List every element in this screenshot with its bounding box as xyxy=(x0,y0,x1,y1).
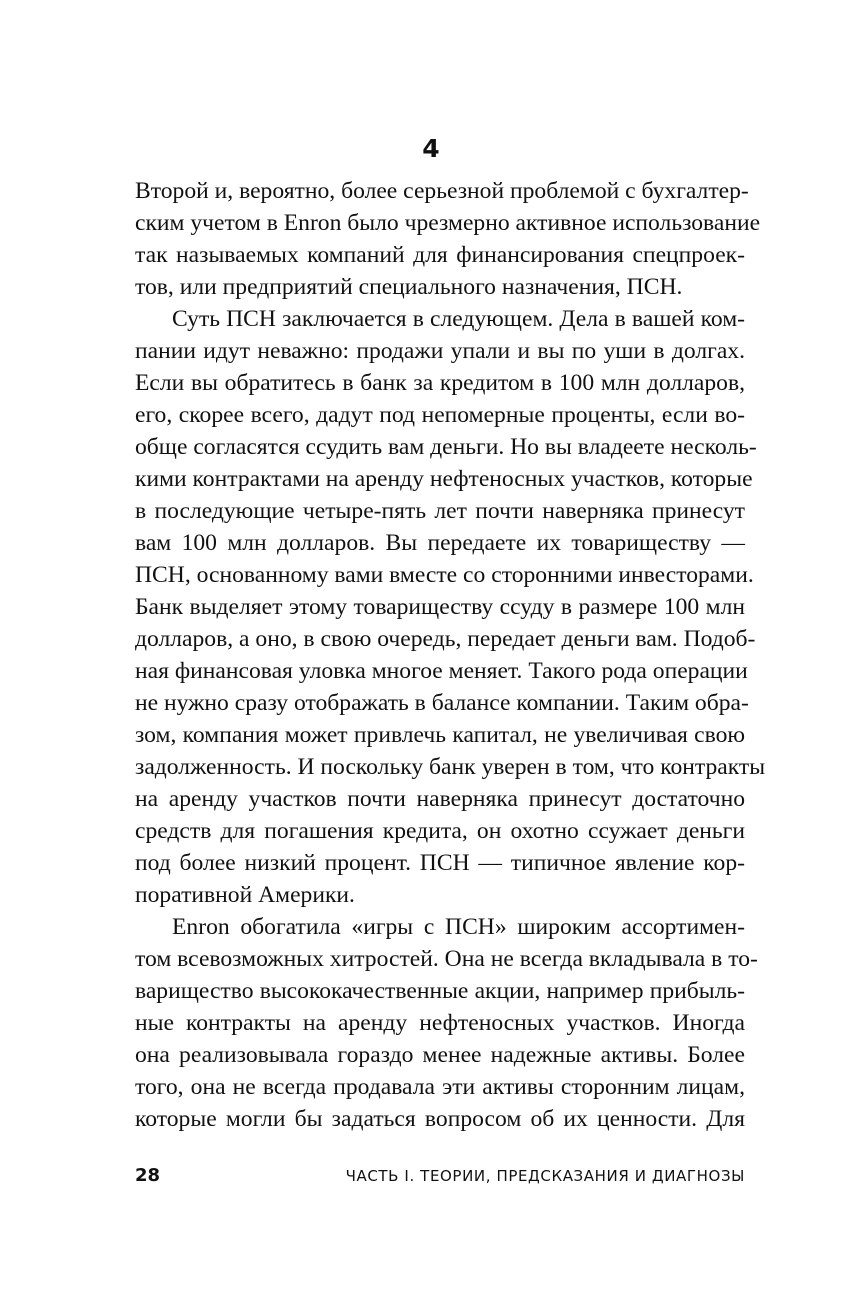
text-line: Банк выделяет этому товариществу ссуду в размере 100 млн xyxy=(135,594,745,620)
text-line: которые могли бы задаться вопросом об их ценности. Для xyxy=(135,1106,745,1132)
text-line: ПСН, основанному вами вместе со сторонними инвесторами. xyxy=(135,562,754,588)
text-line: вам 100 млн долларов. Вы передаете их товариществу — xyxy=(135,530,745,556)
section-number: 4 xyxy=(422,134,440,163)
text-line: Если вы обратитесь в банк за кредитом в 100 млн долларов, xyxy=(135,370,745,396)
text-line: ским учетом в Enron было чрезмерно активное использование xyxy=(135,210,761,236)
text-line: ные контракты на аренду нефтеносных участков. Иногда xyxy=(135,1010,745,1036)
text-line: она реализовывала гораздо менее надежные активы. Более xyxy=(135,1042,745,1068)
body-text xyxy=(135,175,766,1135)
text-line: варищество высококачественные акции, например прибыль- xyxy=(135,978,745,1004)
text-line: задолженность. И поскольку банк уверен в том, что контракты xyxy=(135,754,766,780)
page-footer xyxy=(135,1163,745,1189)
text-line: поративной Америки. xyxy=(135,882,355,908)
text-line: Второй и, вероятно, более серьезной проблемой с бухгалтер- xyxy=(135,178,749,204)
text-line: пании идут неважно: продажи упали и вы по уши в долгах. xyxy=(135,338,745,364)
text-line: ная финансовая уловка многое меняет. Такого рода операции xyxy=(135,658,748,684)
text-line: на аренду участков почти наверняка принесут достаточно xyxy=(135,786,745,812)
text-line: обще согласятся ссудить вам деньги. Но вы владеете несколь- xyxy=(135,434,757,460)
page-number: 28 xyxy=(135,1165,161,1186)
text-line: том всевозможных хитростей. Она не всегда вкладывала в то- xyxy=(135,946,758,972)
text-line: зом, компания может привлечь капитал, не увеличивая свою xyxy=(135,722,745,748)
running-head: ЧАСТЬ I. ТЕОРИИ, ПРЕДСКАЗАНИЯ И ДИАГНОЗЫ xyxy=(345,1167,745,1185)
text-line: не нужно сразу отображать в балансе компании. Таким обра- xyxy=(135,690,749,716)
text-line: так называемых компаний для финансирования спецпроек- xyxy=(135,242,745,268)
text-line: тов, или предприятий специального назначения, ПСН. xyxy=(135,274,683,300)
text-line: долларов, а оно, в свою очередь, передает деньги вам. Подоб- xyxy=(135,626,756,652)
text-line: кими контрактами на аренду нефтеносных участков, которые xyxy=(135,466,753,492)
text-line: средств для погашения кредита, он охотно ссужает деньги xyxy=(135,818,745,844)
text-line: в последующие четыре-пять лет почти наверняка принесут xyxy=(135,498,745,524)
text-line: его, скорее всего, дадут под непомерные проценты, если во- xyxy=(135,402,745,428)
text-line: Enron обогатила «игры с ПСН» широким ассортимен- xyxy=(172,914,745,940)
text-line: того, она не всегда продавала эти активы сторонним лицам, xyxy=(135,1074,745,1100)
text-line: под более низкий процент. ПСН — типичное явление кор- xyxy=(135,850,745,876)
text-line: Суть ПСН заключается в следующем. Дела в вашей ком- xyxy=(172,306,745,332)
